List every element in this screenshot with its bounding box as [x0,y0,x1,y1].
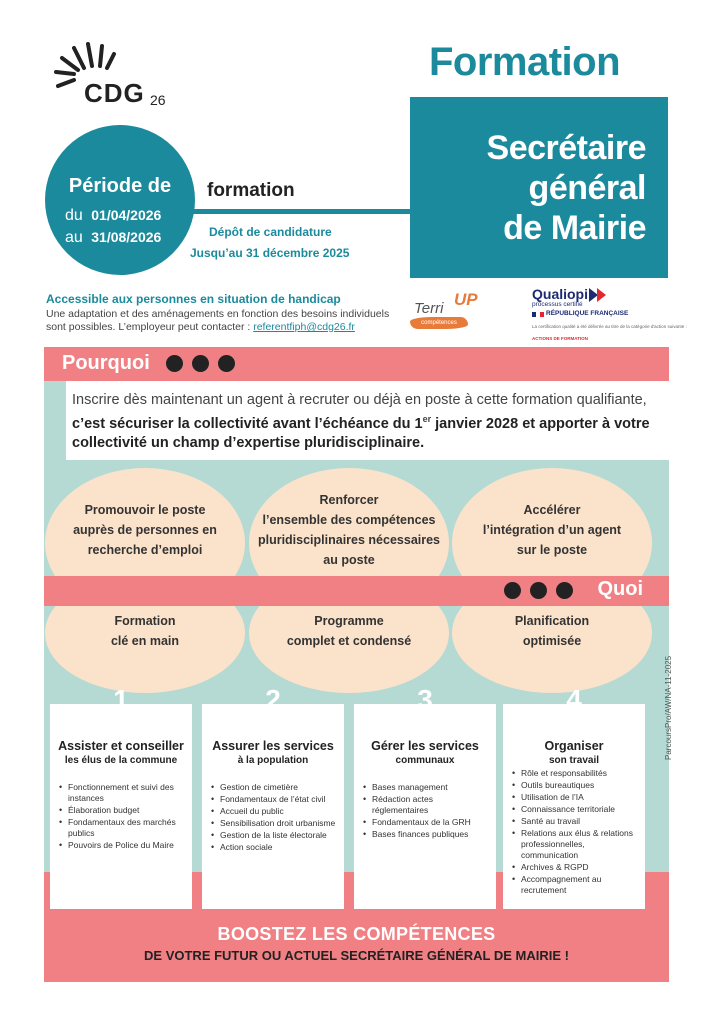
what-line: complet et condensé [286,634,412,648]
why-text-regular: Inscrire dès maintenant un agent à recruter ou déjà en poste à cette formation qualifiante, [72,392,647,408]
qualiopi-fineprint: La certification qualité a été délivrée au titre de la catégorie d'action suivante : [532,324,687,329]
topic-item: • Action sociale [211,842,339,853]
benefit-line: l’intégration d’un agent [482,523,622,537]
benefit-line: sur le poste [516,543,588,557]
module-subtitle: communaux [395,755,455,766]
dot-icon [530,582,547,599]
topic-item: • Fondamentaux de la GRH [363,817,491,828]
french-flag-icon [532,312,544,317]
application-deadline-title: Dépôt de candidature [209,225,332,239]
logo-number: 26 [150,92,166,108]
topic-item: • Bases finances publiques [363,829,491,840]
topic-item: • Gestion de la liste électorale [211,830,339,841]
from-label: du [65,207,83,224]
module-card [50,684,192,909]
topic-item: • Utilisation de l’IA [512,792,640,803]
what-line: Planification [514,614,590,628]
cdg26-logo [52,40,182,110]
module-title: Organiser [544,739,604,753]
qualiopi-arrow-icon [597,288,606,302]
qualiopi-action: ACTIONS DE FORMATION [532,336,588,341]
module-subtitle: son travail [548,755,600,766]
topic-item: • Outils bureautiques [512,780,640,791]
course-title-line: de Mairie [503,209,646,247]
topic-item: • Rôle et responsabilités [512,768,640,779]
module-subtitle: à la population [237,755,309,766]
module-number: 3 [417,684,433,715]
topic-item: • Pouvoirs de Police du Maire [59,840,187,851]
dot-icon [504,582,521,599]
contact-email-link[interactable]: referentfiph@cdg26.fr [253,321,355,333]
topic-item: • Fonctionnement et suivi des instances [59,782,187,804]
terriup-logo [410,290,480,334]
accessibility-body: Une adaptation et des aménagements en fonction des besoins individuels sont possibles. L’employeur peut contacter : [46,308,390,333]
benefit-line: recherche d’emploi [87,543,203,557]
module-card [202,684,344,909]
topic-item: • Gestion de cimetière [211,782,339,793]
module-number: 4 [566,684,582,715]
module-subtitle: les élus de la commune [64,755,178,766]
course-title-line: Secrétaire [486,129,646,167]
benefit-line: auprès de personnes en [73,523,217,537]
dot-icon [218,355,235,372]
dot-icon [166,355,183,372]
dot-icon [556,582,573,599]
module-title: Assurer les services [212,739,334,753]
why-heading-group [44,347,244,381]
logo-text: CDG [84,78,145,108]
dot-icon [192,355,209,372]
period-from [65,207,161,225]
topic-item: • Fondamentaux de l’état civil [211,794,339,805]
period-to [65,229,161,247]
terri-word: Terri [414,300,444,317]
qualiopi-name: Qualiopi [532,286,588,302]
topic-item: • Archives & RGPD [512,862,640,873]
module-topics [211,782,339,854]
module-title: Assister et conseiller [58,739,184,753]
module-topics [59,782,187,852]
page-title: Formation [428,40,620,84]
to-date: 31/08/2026 [91,229,162,245]
topic-item: • Sensibilisation droit urbanisme [211,818,339,829]
module-topics [512,768,640,897]
period-title-suffix: formation [207,180,295,201]
terri-tagline: compétences [410,317,468,329]
topic-item: • Accompagnement au recrutement [512,874,640,896]
benefit-line: Accélérer [523,503,581,517]
qualiopi-subtitle: processus certifié [532,301,583,308]
why-text [72,391,662,453]
why-text-box [66,381,669,460]
what-line: optimisée [522,634,582,648]
republique-label: RÉPUBLIQUE FRANÇAISE [546,310,629,317]
topic-item: • Relations aux élus & relations professionnelles, communication [512,828,640,861]
boost-subtitle: DE VOTRE FUTUR OU ACTUEL SECRÉTAIRE GÉNÉRAL DE MAIRIE ! [144,948,569,963]
module-topics [363,782,491,841]
terri-up: UP [454,290,478,309]
benefit-line: l’ensemble des compétences [262,513,436,527]
module-title: Gérer les services [371,739,479,753]
what-banner [44,576,669,606]
topic-item: • Fondamentaux des marchés publics [59,817,187,839]
topic-item: • Élaboration budget [59,805,187,816]
benefit-line: Renforcer [319,493,379,507]
module-number: 1 [113,684,129,715]
from-date: 01/04/2026 [91,207,162,223]
qualiopi-logo [532,286,692,344]
document-reference: ParcoursPro/AW/NA-11-2025 [664,655,673,760]
module-card [354,684,496,909]
module-card [503,684,645,909]
why-heading: Pourquoi [62,352,150,374]
topic-item: • Accueil du public [211,806,339,817]
benefit-line: au poste [323,553,375,567]
course-title-line: général [528,169,646,207]
what-heading: Quoi [597,578,643,600]
topic-item: • Bases management [363,782,491,793]
what-line: Formation [114,614,176,628]
what-line: clé en main [110,634,180,648]
course-title-box [410,97,668,278]
period-circle [45,125,195,275]
to-label: au [65,229,83,246]
why-text-bold: c’est sécuriser la collectivité avant l’échéance du 1 [72,415,423,432]
boost-title: BOOSTEZ LES COMPÉTENCES [217,924,496,944]
benefit-line: pluridisciplinaires nécessaires [257,533,441,547]
accessibility-title: Accessible aux personnes en situation de handicap [46,292,341,306]
topic-item: • Santé au travail [512,816,640,827]
application-deadline-date: Jusqu’au 31 décembre 2025 [190,246,350,260]
what-line: Programme [314,614,384,628]
topic-item: • Rédaction actes réglementaires [363,794,491,816]
why-text-bold-end: janvier 2028 et apporter à votre collectivité un champ d’expertise pluridisciplinaire. [72,415,650,451]
why-text-sup: er [422,414,432,424]
module-number: 2 [265,684,281,715]
topic-item: • Connaissance territoriale [512,804,640,815]
benefit-line: Promouvoir le poste [84,503,206,517]
accessibility-text [46,308,406,334]
period-title: Période de [68,175,172,197]
